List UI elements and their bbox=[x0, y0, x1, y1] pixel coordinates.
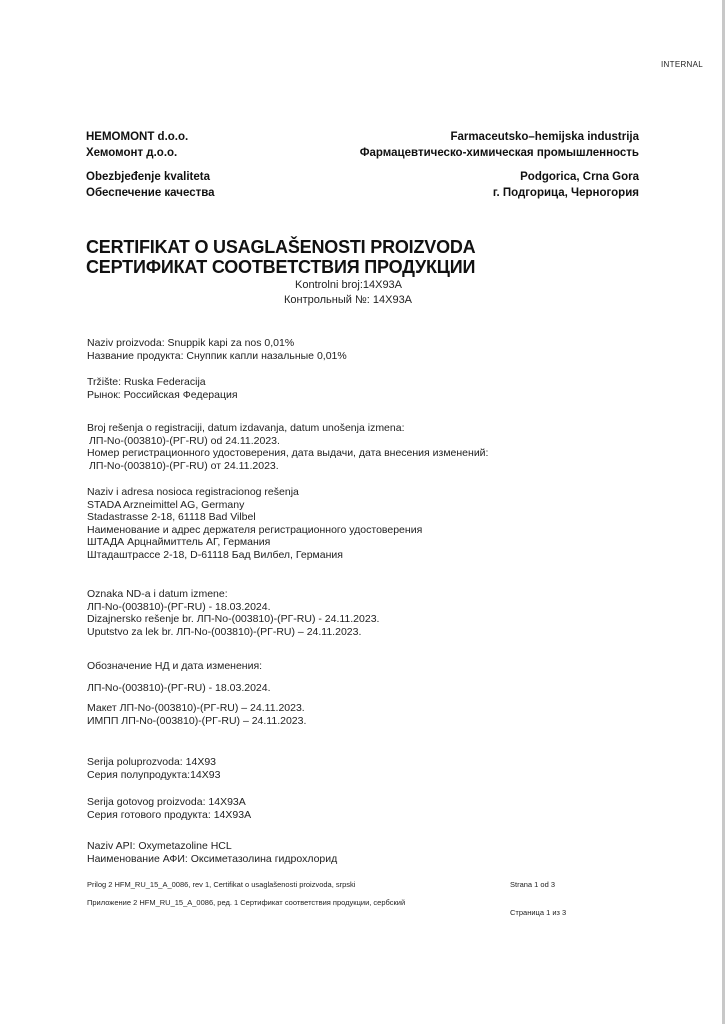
api-latin: Naziv API: Oxymetazoline HCL bbox=[87, 840, 232, 852]
holder-address-cyrillic: Штадаштрассе 2-18, D-61118 Бад Вилбел, Германия bbox=[87, 548, 343, 561]
company-name-latin: HEMOMONT d.o.o. bbox=[86, 131, 189, 143]
control-number-cyrillic: Контрольный №: 14X93A bbox=[284, 294, 413, 306]
department-latin: Obezbjeđenje kvaliteta bbox=[86, 171, 210, 183]
footer-reference-latin: Prilog 2 HFM_RU_15_A_0086, rev 1, Certifikat o usaglašenosti proizvoda, srpski bbox=[87, 880, 356, 889]
registration-value-latin: ЛП-No-(003810)-(РГ-RU) od 24.11.2023. bbox=[89, 434, 280, 447]
control-number bbox=[284, 278, 412, 308]
api-cyrillic: Наименование АФИ: Оксиметазолина гидрохлорид bbox=[87, 852, 338, 865]
holder-name-latin: STADA Arzneimittel AG, Germany bbox=[87, 498, 245, 511]
holder-label-cyrillic: Наименование и адрес держателя регистрационного удостоверения bbox=[87, 523, 423, 536]
semi-product-cyrillic: Серия полупродукта:14X93 bbox=[87, 768, 221, 781]
holder-block bbox=[87, 486, 422, 561]
industry-cyrillic: Фармацевтическо-химическая промышленность bbox=[359, 147, 639, 159]
leaflet-latin: Uputstvo za lek br. ЛП-No-(003810)-(РГ-RU) – 24.11.2023. bbox=[87, 625, 362, 638]
company-name-cyrillic: Хемомонт д.о.о. bbox=[86, 147, 178, 159]
title-cyrillic: СЕРТИФИКАТ СООТВЕТСТВИЯ ПРОДУКЦИИ bbox=[86, 257, 476, 277]
nd-label-latin: Oznaka ND-a i datum izmene: bbox=[87, 588, 228, 600]
certificate-title bbox=[86, 237, 475, 277]
holder-address-latin: Stadastrasse 2-18, 61118 Bad Vilbel bbox=[87, 511, 256, 523]
holder-label-latin: Naziv i adresa nosioca registracionog rešenja bbox=[87, 486, 299, 498]
location-cyrillic: г. Подгорица, Черногория bbox=[492, 187, 639, 199]
location bbox=[493, 169, 639, 201]
finished-product-latin: Serija gotovog proizvoda: 14X93A bbox=[87, 796, 246, 808]
api-block bbox=[87, 840, 337, 865]
department-cyrillic: Обеспечение качества bbox=[86, 187, 215, 199]
nd-cyrillic-block bbox=[87, 702, 306, 727]
registration-label-latin: Broj rešenja o registraciji, datum izdavanja, datum unošenja izmena: bbox=[87, 422, 405, 434]
company-name bbox=[86, 129, 188, 161]
product-name-latin: Naziv proizvoda: Snuppik kapi za nos 0,01% bbox=[87, 337, 295, 349]
holder-name-cyrillic: ШТАДА Арцнаймиттель АГ, Германия bbox=[87, 536, 271, 548]
location-latin: Podgorica, Crna Gora bbox=[520, 171, 639, 183]
control-number-latin: Kontrolni broj:14X93A bbox=[295, 279, 403, 291]
footer-page-latin: Strana 1 od 3 bbox=[510, 880, 556, 889]
department bbox=[86, 169, 215, 201]
nd-latin-block bbox=[87, 588, 379, 638]
registration-label-cyrillic: Номер регистрационного удостоверения, дата выдачи, дата внесения изменений: bbox=[87, 447, 489, 459]
title-latin: CERTIFIKAT O USAGLAŠENOSTI PROIZVODA bbox=[86, 237, 476, 257]
semi-product-latin: Serija poluprozvoda: 14X93 bbox=[87, 756, 217, 768]
nd-cyrillic-title: Обозначение НД и дата изменения: bbox=[87, 660, 263, 672]
market-latin: Tržište: Ruska Federacija bbox=[87, 376, 206, 388]
industry-latin: Farmaceutsko–hemijska industrija bbox=[450, 131, 639, 143]
market-block bbox=[87, 376, 238, 401]
leaflet-cyrillic: ИМПП ЛП-No-(003810)-(РГ-RU) – 24.11.2023. bbox=[87, 714, 307, 727]
registration-block bbox=[87, 422, 488, 472]
finished-product-cyrillic: Серия готового продукта: 14X93A bbox=[87, 808, 252, 821]
footer-page-cyrillic: Страница 1 из 3 bbox=[510, 908, 567, 917]
registration-value-cyrillic: ЛП-No-(003810)-(РГ-RU) от 24.11.2023. bbox=[89, 459, 279, 472]
product-name-cyrillic: Название продукта: Снуппик капли назальные 0,01% bbox=[87, 349, 347, 362]
mockup-cyrillic: Макет ЛП-No-(003810)-(РГ-RU) – 24.11.2023. bbox=[87, 702, 305, 714]
market-cyrillic: Рынок: Российская Федерация bbox=[87, 388, 238, 401]
finished-product-block bbox=[87, 796, 251, 821]
industry-name bbox=[360, 129, 639, 161]
product-name-block bbox=[87, 337, 347, 362]
semi-product-block bbox=[87, 756, 220, 781]
design-solution-latin: Dizajnersko rešenje br. ЛП-No-(003810)-(РГ-RU) - 24.11.2023. bbox=[87, 613, 380, 625]
footer-reference-cyrillic: Приложение 2 HFM_RU_15_A_0086, ред. 1 Сертификат соответствия продукции, сербский bbox=[87, 898, 406, 907]
nd-cyrillic-value: ЛП-No-(003810)-(РГ-RU) - 18.03.2024. bbox=[87, 682, 271, 694]
nd-value-latin: ЛП-No-(003810)-(РГ-RU) - 18.03.2024. bbox=[87, 600, 271, 613]
internal-marking: INTERNAL bbox=[661, 60, 703, 69]
